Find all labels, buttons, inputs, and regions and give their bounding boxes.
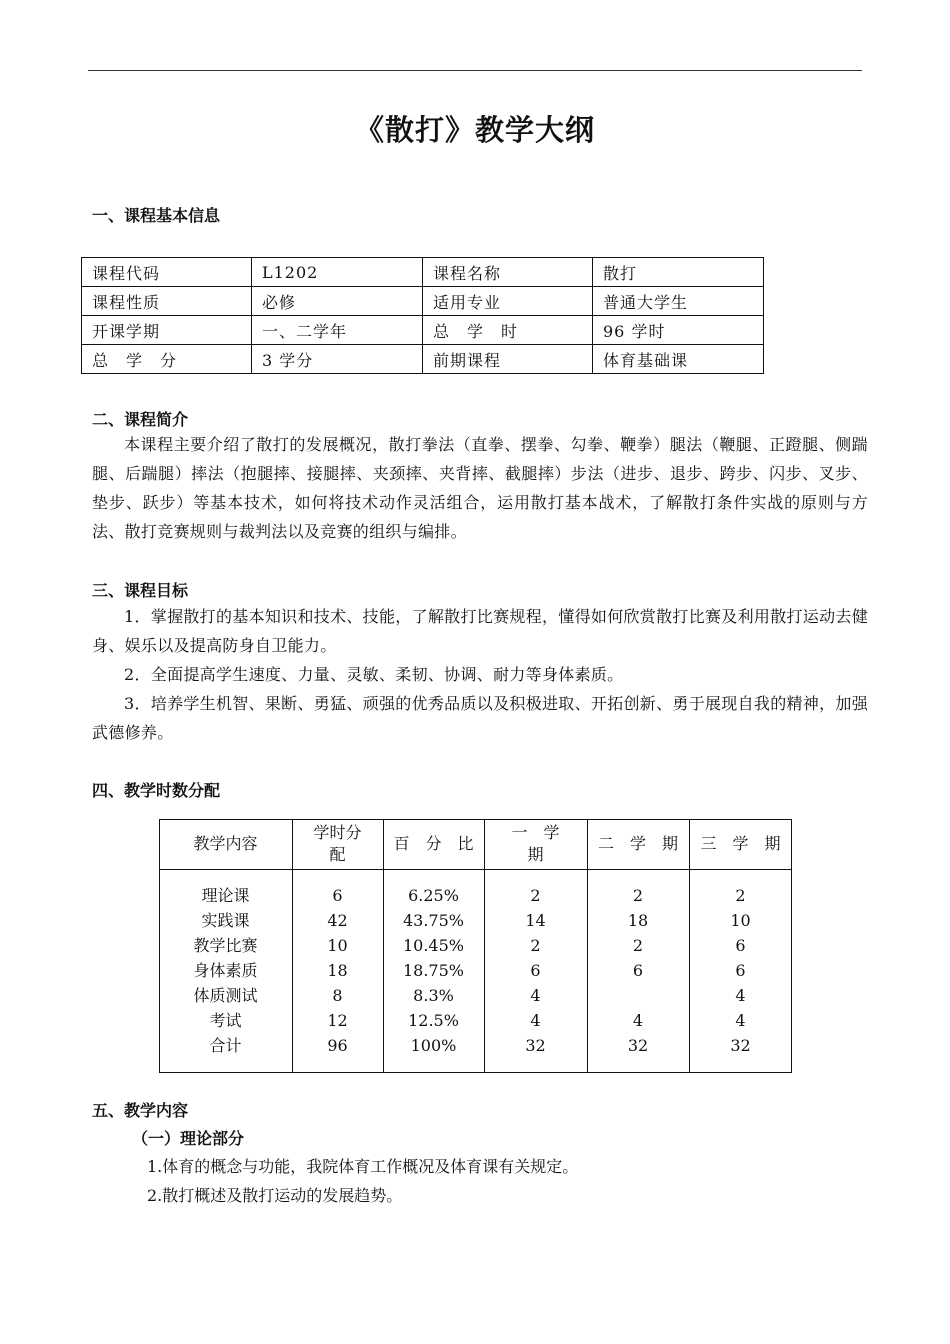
year2-cell: 6 bbox=[632, 961, 644, 980]
hours-cell: 42 bbox=[327, 911, 348, 930]
section2-heading: 二、课程简介 bbox=[92, 410, 189, 429]
year3-cell: 2 bbox=[735, 886, 746, 905]
hours-cell: 12 bbox=[327, 1011, 348, 1030]
header-year1-line2: 期 bbox=[527, 845, 544, 864]
value-total-credits: 3 学分 bbox=[252, 345, 423, 374]
header-year2 bbox=[587, 819, 689, 869]
label-term: 开课学期 bbox=[82, 316, 252, 345]
content-column bbox=[159, 883, 292, 1058]
year3-column bbox=[689, 883, 792, 1058]
header-year1-line1: 一 学 bbox=[511, 823, 560, 842]
label-target-major: 适用专业 bbox=[423, 287, 593, 316]
year2-cell: 2 bbox=[632, 886, 644, 905]
hours-allocation-table bbox=[159, 819, 792, 1073]
header-content-label: 教学内容 bbox=[193, 834, 258, 853]
header-year3 bbox=[689, 819, 792, 869]
hours-cell: 18 bbox=[327, 961, 348, 980]
table-row bbox=[82, 258, 764, 287]
year1-cell: 32 bbox=[525, 1036, 546, 1055]
year1-cell: 14 bbox=[525, 911, 546, 930]
content-cell: 合计 bbox=[209, 1036, 242, 1055]
content-cell: 身体素质 bbox=[193, 961, 258, 980]
value-course-name: 散打 bbox=[593, 258, 764, 287]
year3-cell: 6 bbox=[735, 961, 746, 980]
year2-cell bbox=[587, 983, 689, 1008]
label-total-credits: 总 学 分 bbox=[82, 345, 252, 374]
year1-cell: 6 bbox=[530, 961, 541, 980]
hours-cell: 8 bbox=[332, 986, 343, 1005]
label-total-hours: 总 学 时 bbox=[423, 316, 593, 345]
theory-item-1: 1.体育的概念与功能，我院体育工作概况及体育课有关规定。 bbox=[147, 1157, 579, 1176]
year2-cell: 4 bbox=[632, 1011, 644, 1030]
year1-column bbox=[484, 883, 587, 1058]
header-percent-label: 百 分 比 bbox=[393, 834, 474, 853]
percent-cell: 12.5% bbox=[408, 1011, 459, 1030]
goal-3: 3．培养学生机智、果断、勇猛、顽强的优秀品质以及积极进取、开拓创新、勇于展现自我的精神，加强武德修养。 bbox=[92, 694, 868, 742]
percent-cell: 18.75% bbox=[402, 961, 464, 980]
hours-cell: 6 bbox=[332, 886, 343, 905]
value-term: 一、二学年 bbox=[252, 316, 423, 345]
header-hours bbox=[292, 819, 383, 869]
header-year3-label: 三 学 期 bbox=[700, 834, 781, 853]
label-course-type: 课程性质 bbox=[82, 287, 252, 316]
section4-heading: 四、教学时数分配 bbox=[92, 781, 221, 800]
header-year2-label: 二 学 期 bbox=[597, 834, 678, 853]
table-row bbox=[82, 316, 764, 345]
percent-cell: 8.3% bbox=[413, 986, 454, 1005]
content-cell: 考试 bbox=[209, 1011, 242, 1030]
hours-cell: 10 bbox=[327, 936, 348, 955]
section3-heading: 三、课程目标 bbox=[92, 581, 189, 600]
label-prerequisite: 前期课程 bbox=[423, 345, 593, 374]
goal-2: 2．全面提高学生速度、力量、灵敏、柔韧、协调、耐力等身体素质。 bbox=[124, 665, 624, 684]
section5-heading: 五、教学内容 bbox=[92, 1101, 189, 1120]
theory-subheading: （一）理论部分 bbox=[132, 1129, 245, 1148]
year1-cell: 2 bbox=[530, 886, 541, 905]
percent-column bbox=[383, 883, 484, 1058]
header-content bbox=[159, 819, 292, 869]
year2-cell: 2 bbox=[632, 936, 644, 955]
label-course-name: 课程名称 bbox=[423, 258, 593, 287]
goal-1: 1．掌握散打的基本知识和技术、技能，了解散打比赛规程，懂得如何欣赏散打比赛及利用散打运动去健身、娱乐以及提高防身自卫能力。 bbox=[92, 607, 868, 655]
header-hours-line2: 配 bbox=[329, 845, 346, 864]
year1-cell: 4 bbox=[530, 1011, 541, 1030]
year1-cell: 2 bbox=[530, 936, 541, 955]
content-cell: 理论课 bbox=[201, 886, 250, 905]
year1-cell: 4 bbox=[530, 986, 541, 1005]
header-percent bbox=[383, 819, 484, 869]
percent-cell: 100% bbox=[410, 1036, 457, 1055]
year3-cell: 6 bbox=[735, 936, 746, 955]
value-course-code: L1202 bbox=[252, 258, 423, 287]
content-cell: 实践课 bbox=[201, 911, 250, 930]
document-title: 《散打》教学大纲 bbox=[354, 113, 595, 147]
table-row bbox=[82, 345, 764, 374]
content-cell: 体质测试 bbox=[193, 986, 258, 1005]
content-cell: 教学比赛 bbox=[193, 936, 258, 955]
year3-cell: 32 bbox=[730, 1036, 751, 1055]
hours-cell: 96 bbox=[327, 1036, 348, 1055]
year3-cell: 10 bbox=[730, 911, 751, 930]
value-course-type: 必修 bbox=[252, 287, 423, 316]
year2-cell: 18 bbox=[627, 911, 649, 930]
value-target-major: 普通大学生 bbox=[593, 287, 764, 316]
header-hours-line1: 学时分 bbox=[313, 823, 362, 842]
theory-item-2: 2.散打概述及散打运动的发展趋势。 bbox=[147, 1186, 403, 1205]
year3-cell: 4 bbox=[735, 1011, 746, 1030]
value-prerequisite: 体育基础课 bbox=[593, 345, 764, 374]
year3-cell: 4 bbox=[735, 986, 746, 1005]
value-total-hours: 96 学时 bbox=[593, 316, 764, 345]
table-row bbox=[82, 287, 764, 316]
year2-cell: 32 bbox=[627, 1036, 649, 1055]
percent-cell: 43.75% bbox=[402, 911, 464, 930]
year2-column bbox=[587, 883, 689, 1058]
header-year1 bbox=[484, 819, 587, 869]
header-rule bbox=[88, 70, 862, 71]
percent-cell: 6.25% bbox=[408, 886, 459, 905]
percent-cell: 10.45% bbox=[402, 936, 464, 955]
label-course-code: 课程代码 bbox=[82, 258, 252, 287]
section1-heading: 一、课程基本信息 bbox=[92, 206, 221, 225]
course-intro-paragraph: 本课程主要介绍了散打的发展概况，散打拳法（直拳、摆拳、勾拳、鞭拳）腿法（鞭腿、正蹬腿、侧踹腿、后踹腿）摔法（抱腿摔、接腿摔、夹颈摔、夹背摔、截腿摔）步法（进步、退步、跨步、闪步、叉步、垫步、跃步）等基本技术，如何将技术动作灵活组合，运用散打基本战术，了解散打条件实战的原则与方法、散打竞赛规则与裁判法以及竞赛的组织与编排。 bbox=[92, 435, 868, 541]
hours-column bbox=[292, 883, 383, 1058]
course-info-table bbox=[81, 257, 764, 374]
header-divider bbox=[159, 869, 792, 870]
